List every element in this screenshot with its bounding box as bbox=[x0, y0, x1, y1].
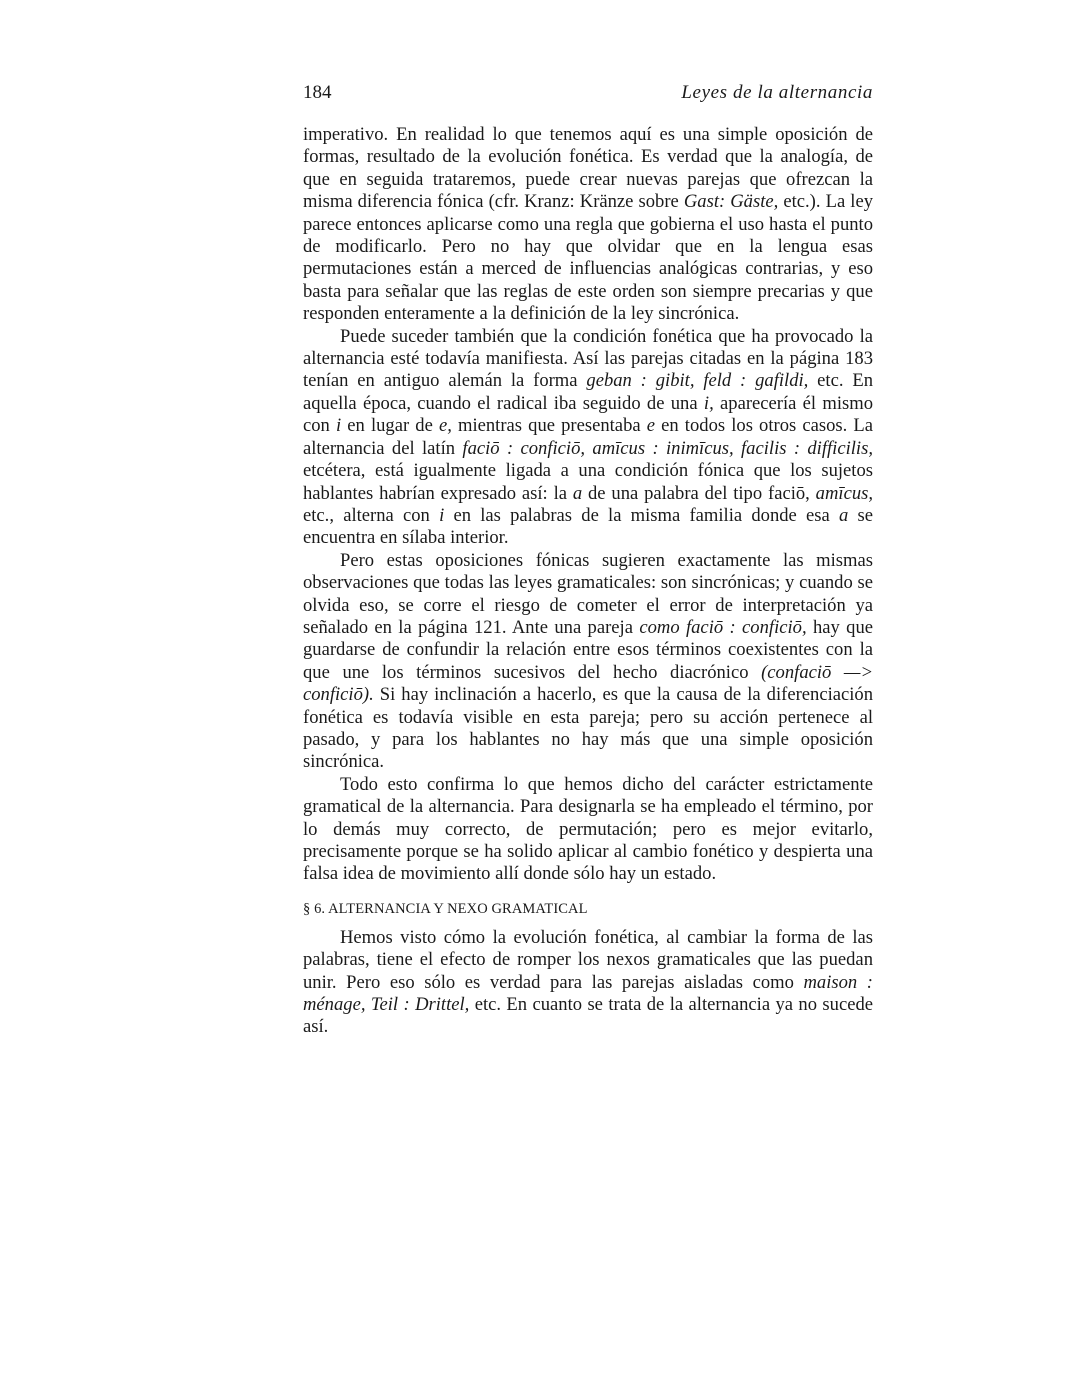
italic-text: i, bbox=[703, 392, 714, 414]
italic-text: geban : gibit, feld : gafildi, bbox=[586, 370, 809, 392]
section-heading: § 6. ALTERNANCIA Y NEXO GRAMATICAL bbox=[303, 900, 588, 917]
italic-text: i bbox=[439, 504, 445, 526]
page-header bbox=[303, 80, 873, 106]
text-run: imperativo. En realidad lo que tenemos aquí es una simple oposición de formas, resultado de la evolución fonética. Es verdad que la analogía, de que en seguida trataremos, puede crear nuevas parejas que ofrezcan la misma diferencia fónica (cfr. Kranz: Kränze sobre bbox=[303, 124, 873, 213]
text-run: etcétera, está igualmente ligada a una condición fónica que los sujetos hablantes habrían expresado así: la bbox=[303, 460, 873, 504]
italic-text: a bbox=[572, 482, 583, 504]
italic-text: maison : ménage, Teil : Drittel, bbox=[303, 971, 873, 1016]
text-run: se encuentra en sílaba interior. bbox=[303, 504, 873, 549]
italic-text: faciō : conficiō, amīcus : inimīcus, facilis : difficilis, bbox=[462, 437, 873, 459]
paragraph bbox=[303, 550, 873, 774]
italic-text: e bbox=[646, 415, 656, 437]
text-run: Todo esto confirma lo que hemos dicho del carácter estrictamente gramatical de la alternancia. Para designarla se ha empleado el término, por lo demás muy correcto, de permutación; pero es mejor evitarlo, precisamente porque se ha solido aplicar al cambio fonético y despierta una falsa idea de movimiento allí donde sólo hay un estado. bbox=[303, 773, 873, 885]
italic-text: e, bbox=[438, 415, 452, 437]
text-run: mientras que presentaba bbox=[451, 415, 647, 437]
italic-text: a bbox=[838, 504, 849, 526]
section-text bbox=[303, 927, 873, 1039]
running-title: Leyes de la alternancia bbox=[681, 82, 873, 103]
text-run: de una palabra del tipo faciō, bbox=[582, 482, 816, 504]
text-run: en todos los otros casos. La alternancia del latín bbox=[303, 415, 874, 459]
text-run: aparecería él mismo con bbox=[303, 392, 873, 437]
text-run: etc.). La ley parece entonces aplicarse como una regla que gobierna el uso hasta el punto de modificarlo. Pero no hay que olvidar que en la lengua esas permutaciones están a merced de influencias analógicas contrarias, y eso basta para señalar que las reglas de este orden son siempre precarias y que responden enteramente a la definición de la ley sincrónica. bbox=[303, 191, 873, 325]
text-run: Pero estas oposiciones fónicas sugieren exactamente las mismas observaciones que todas las leyes gramaticales: son sincrónicas; y cuando se olvida eso, se corre el riesgo de cometer el error de interpretación ya señalado en la página 121. Ante una pareja bbox=[303, 549, 873, 638]
main-text bbox=[303, 124, 873, 886]
text-run: hay que guardarse de confundir la relación entre esos términos coexistentes con la que une los términos sucesivos del hecho diacrónico bbox=[303, 616, 873, 683]
text-run: etc. En aquella época, cuando el radical iba seguido de una bbox=[303, 370, 873, 414]
text-run: etc. En cuanto se trata de la alternancia ya no sucede así. bbox=[303, 994, 873, 1038]
text-run: Hemos visto cómo la evolución fonética, al cambiar la forma de las palabras, tiene el efecto de romper los nexos gramaticales que las puedan unir. Pero eso sólo es verdad para las parejas aisladas como bbox=[303, 926, 873, 993]
text-run: en las palabras de la misma familia donde esa bbox=[444, 504, 839, 526]
text-run: etc., alterna con bbox=[303, 504, 440, 526]
page-number: 184 bbox=[303, 82, 332, 103]
italic-text: como faciō : conficiō, bbox=[639, 616, 807, 638]
italic-text: Gast: Gäste, bbox=[683, 191, 779, 213]
paragraph bbox=[303, 124, 873, 326]
italic-text: (confaciō —> conficiō). bbox=[303, 661, 874, 706]
paragraph bbox=[303, 927, 873, 1039]
page-body bbox=[303, 124, 873, 1039]
paragraph bbox=[303, 774, 873, 886]
text-run: Si hay inclinación a hacerlo, es que la causa de la diferenciación fonética es todavía visible en esta pareja; pero su acción pertenece al pasado, y para los hablantes no hay más que una simple oposición sincrónica. bbox=[303, 684, 873, 773]
italic-text: amīcus, bbox=[815, 482, 873, 504]
text-run: en lugar de bbox=[341, 415, 439, 437]
italic-text: i bbox=[335, 415, 342, 437]
text-run: Puede suceder también que la condición fonética que ha provocado la alternancia esté todavía manifiesta. Así las parejas citadas en la página 183 tenían en antiguo alemán la forma bbox=[303, 325, 873, 392]
paragraph bbox=[303, 326, 873, 550]
